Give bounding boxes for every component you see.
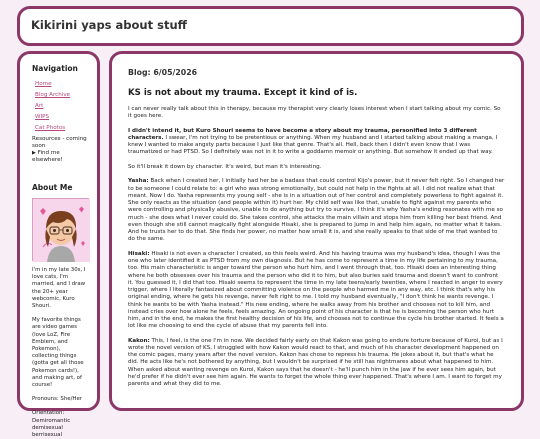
nav-item-art[interactable] bbox=[35, 101, 87, 112]
nav-item-home[interactable] bbox=[35, 79, 87, 90]
nav-link-art[interactable]: Art bbox=[35, 103, 44, 109]
section-text-yasha: Back when I created her, I initially had her be a badass that could control Kijo's power, but it never felt right. So I changed her to be someone I could relate to: a girl who was strong emotionally, but could not help in the fights at all. I did not realize what that meant. Now I do. Yasha represents my young self - she is in a situation out of her control and completely powerless to fight against it. She only reacts as the situation (and people within it) hurt her. My child self was like that, unable to fight against my parents who were controlling and physically abusive, unable to do anything but try to survive. I think it's why Yasha's ending resonates with me so much - she does what I never could do. She takes control, she attacks the main villain and stops him from killing her best friend. And even though she still cannot magically fight alongside Hisaki, she is prepared to jump in and help him again, no matter what it takes. And he trusts her to do that. She finds her power, no matter how small it is, and she really speaks to that side of me that wanted to do the same. bbox=[128, 178, 505, 243]
post-breakdown-note: So it'll break it down by character. It's weird, but man it's interesting. bbox=[128, 163, 322, 170]
nav-list bbox=[32, 79, 87, 134]
orientation-text: Orientation: Demiromantic demisexual berrisexual bbox=[32, 410, 71, 439]
site-header bbox=[17, 6, 524, 46]
post-paragraph bbox=[128, 128, 505, 157]
nav-link-home[interactable]: Home bbox=[35, 81, 52, 87]
post-lead-rest: I swear, I'm not trying to be pretentious or anything. When my husband and I started talking about making a manga, I knew I wanted to make angsty parts because I just like that genre. That's all. Hell, back then I didn't even know that I was traumatized or had PTSD. So I definitely was not in it to write a goddamn memoir or anything. But somehow it ended up that way. bbox=[128, 134, 498, 156]
nav-link-wips[interactable]: WIPS bbox=[35, 114, 50, 120]
avatar bbox=[32, 198, 89, 261]
elsewhere-label: Find me elsewhere! bbox=[32, 150, 63, 163]
nav-heading: Navigation bbox=[32, 64, 78, 73]
nav-item-blog-archive[interactable] bbox=[35, 90, 87, 101]
post-intro: I can never really talk about this in therapy, because my therapist very clearly loses interest when I start talking about my comic. So it goes here. bbox=[128, 106, 501, 120]
sidebar bbox=[17, 51, 100, 439]
post-date: Blog: 6/05/2026 bbox=[128, 68, 198, 77]
main-content bbox=[109, 51, 524, 411]
character-name-yasha: Yasha: bbox=[128, 178, 149, 185]
pronouns-text: Pronouns: She/Her bbox=[32, 396, 82, 403]
bio-text: I'm in my late 30s, I love cats, I'm married, and I draw the 20+ year webcomic, Kuro Shouri. bbox=[32, 267, 86, 310]
nav-item-wips[interactable] bbox=[35, 112, 87, 123]
site-title: Kikirini yaps about stuff bbox=[31, 18, 187, 32]
resources-label: Resources - coming soon bbox=[32, 136, 87, 149]
post-section-kakon bbox=[128, 338, 505, 389]
favorites-text: My favorite things are video games (love LoZ, Fire Emblem, and Pokemon), collecting things (gotta get all those Pokemon cards!), and making art, of course! bbox=[32, 317, 84, 389]
elsewhere-toggle[interactable] bbox=[32, 150, 87, 164]
post-lead-bold: I didn't intend it, but Kuro Shouri seems to have become a story about my trauma, personified into 3 different characters. bbox=[128, 127, 477, 141]
post-section-yasha bbox=[128, 178, 505, 243]
nav-item-cat-photos[interactable] bbox=[35, 123, 87, 134]
disclosure-triangle-icon: ▶ bbox=[32, 150, 36, 156]
avatar-illustration-icon bbox=[33, 199, 90, 262]
character-name-kakon: Kakon: bbox=[128, 337, 150, 344]
character-name-hisaki: Hisaki: bbox=[128, 250, 150, 257]
section-text-hisaki: Hisaki is not even a character I created, so this feels weird. And his having trauma was my husband's idea, though I was the one who later identified it as PTSD from my own diagnosis. But he has come to represent a time in my life pertaining to my trauma, too. His main characteristic is anger toward the person who hurt him, and I went through that, too. Hisaki does an interesting thing where he both obsesses over his trauma and the person who did it to him, but also buries said trauma and doesn't want to confront it. You guessed it, I did that too. Hisaki seems to represent the time in my late teens/early twenties, where I reacted in anger to every trigger, where I literally fantasized about committing violence on the people who harmed me in any way, etc. I think that's why his original ending, where he gets his revenge, never felt right to me. I told my husband eventually, "I don't think he wants revenge. I think he wants to be with Yasha instead." His new ending, where he walks away from his brother and chooses not to kill him, and instead cries over how alone he feels, feels amazing. An ongoing point of his character is that he is becoming the person who hurt him, and in the end, he makes the first healthy decision of his life, and chooses not to continue the cycle his brother started. It feels a lot like me choosing to end the cycle of abuse that my parents fell into. bbox=[128, 250, 504, 330]
nav-link-cat-photos[interactable]: Cat Photos bbox=[35, 125, 66, 131]
post-section-hisaki bbox=[128, 251, 505, 331]
section-text-kakon: This, I feel, is the one I'm in now. We decided fairly early on that Kakon was going to endure torture because of Kuroi, but as I wrote the novel version of KS, I struggled with how Kakon would react to that, and much of his character development happened on the comic pages, many years after the novel version. Kakon has chose to repress his trauma. He jokes about it, but that's what he did. He acts like he's not bothered by anything, but I wouldn't be surprised if he still has nightmares about what happened to him. When asked about wanting revenge on Kuroi, Kakon says that he doesn't - he'll punch him in the jaw if he ever sees him again, but he'd prefer if he didn't ever see him again. He wants to forget the whole thing ever happened. That's where I am. I want to forget my parents and what they did to me. bbox=[128, 337, 503, 388]
post-title: KS is not about my trauma. Except it kind of is. bbox=[128, 88, 358, 98]
about-heading: About Me bbox=[32, 183, 73, 192]
nav-link-blog-archive[interactable]: Blog Archive bbox=[35, 92, 71, 98]
